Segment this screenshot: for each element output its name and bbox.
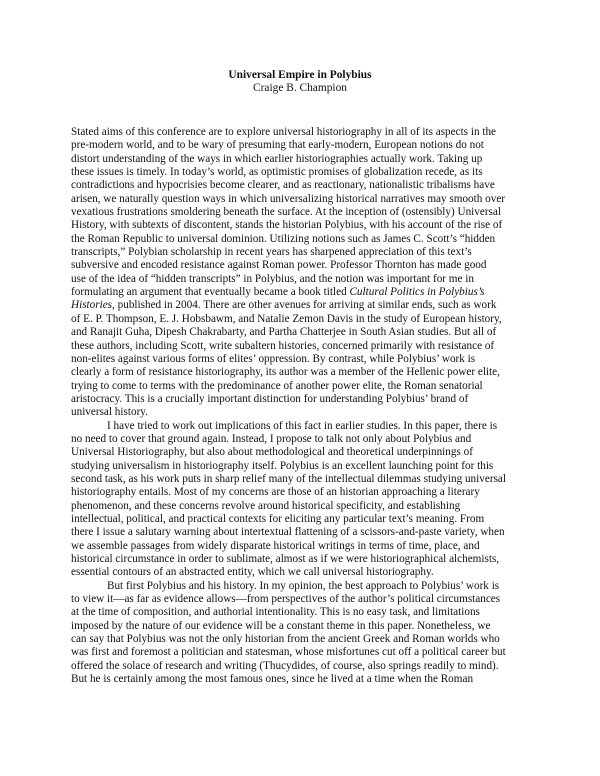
text-line: essential contours of an abstracted entity, which we call universal historiography. xyxy=(71,566,434,579)
text-line: second task, as his work puts in sharp relief many of the intellectual dilemmas studying universal xyxy=(71,472,506,485)
text-line: Stated aims of this conference are to explore universal historiography in all of its aspects in the xyxy=(71,126,496,138)
text-line: these authors, including Scott, write subaltern histories, concerned primarily with resistance of xyxy=(71,339,495,352)
text-line: historical circumstance in order to sublimate, almost as if we were historiographical alchemists, xyxy=(71,553,500,565)
paragraph-3 xyxy=(71,580,541,687)
paragraph-1 xyxy=(71,126,541,420)
text-line: Universal Historiography, but also about methodological and theoretical underpinnings of xyxy=(71,446,473,459)
text-line: pre-modern world, and to be wary of presuming that early-modern, European notions do not xyxy=(71,139,484,152)
text-line: historiography entails. Most of my concerns are those of an historian approaching a literary xyxy=(71,486,480,499)
text-line xyxy=(71,286,541,299)
text-line: was first and foremost a politician and statesman, whose misfortunes cut off a political career but xyxy=(71,646,506,659)
text-line: contradictions and hypocrisies become clearer, and as reactionary, nationalistic tribalisms have xyxy=(71,179,495,192)
text-line: History, with subtexts of discontent, stands the historian Polybius, with his account of the rise of xyxy=(71,219,503,232)
text-line: transcripts,” Polybian scholarship in recent years has sharpened appreciation of this text’s xyxy=(71,246,472,259)
text-line: arisen, we naturally question ways in which universalizing historical narratives may smooth over xyxy=(71,192,506,205)
text-line: aristocracy. This is a crucially important distinction for understanding Polybius’ brand of xyxy=(71,392,469,405)
text-line: use of the idea of “hidden transcripts” in Polybius, and the notion was important for me in xyxy=(71,272,474,285)
text-line: universal history. xyxy=(71,406,148,419)
text-line: at the time of composition, and authorial intentionality. This is no easy task, and limitations xyxy=(71,606,480,619)
text-line: we assemble passages from widely disparate historical writings in terms of time, place, and xyxy=(71,539,480,552)
text-line: intellectual, political, and practical contexts for eliciting any particular text’s meaning. From xyxy=(71,512,485,525)
text-line: I have tried to work out implications of this fact in earlier studies. In this paper, there is xyxy=(107,419,498,432)
text-line: subversive and encoded resistance against Roman power. Professor Thornton has made good xyxy=(71,259,487,272)
paragraph-2 xyxy=(71,420,541,580)
paper-body xyxy=(71,126,541,686)
text-line: clearly a form of resistance historiography, its author was a member of the Hellenic power elite, xyxy=(71,366,500,379)
text-line: But he is certainly among the most famous ones, since he lived at a time when the Roman xyxy=(71,673,474,686)
book-title: Cultural Politics in Polybius’s xyxy=(349,286,485,299)
text-line xyxy=(71,299,541,312)
text-line: distort understanding of the ways in which earlier historiographies actually work. Taking up xyxy=(71,152,483,165)
text-line: imposed by the nature of our evidence will be a constant theme in this paper. Nonetheless, we xyxy=(71,619,491,632)
paper-author: Craige B. Champion xyxy=(253,82,347,94)
book-title: Histories xyxy=(71,299,113,312)
text-line: can say that Polybius was not the only historian from the ancient Greek and Roman worlds who xyxy=(71,633,500,646)
text-line: non-elites against various forms of elites’ oppression. By contrast, while Polybius’ work is xyxy=(71,352,476,365)
text-line: and Ranajit Guha, Dipesh Chakrabarty, and Partha Chatterjee in South Asian studies. But all of xyxy=(71,326,497,339)
paper-title: Universal Empire in Polybius xyxy=(228,69,372,81)
text-line: the Roman Republic to universal dominion. Utilizing notions such as James C. Scott’s “hidden xyxy=(71,232,496,245)
text-line: But first Polybius and his history. In my opinion, the best approach to Polybius’ work is xyxy=(107,579,500,592)
text-line: offered the solace of research and writing (Thucydides, of course, also springs readily to mind). xyxy=(71,659,499,672)
text-line: phenomenon, and these concerns revolve around historical specificity, and establishing xyxy=(71,499,461,512)
text-run: formulating an argument that eventually became a book titled xyxy=(71,286,350,299)
text-line: of E. P. Thompson, E. J. Hobsbawm, and Natalie Zemon Davis in the study of European history, xyxy=(71,312,502,325)
text-line: studying universalism in historiography itself. Polybius is an excellent launching point for this xyxy=(71,459,494,472)
text-line: to view it—as far as evidence allows—from perspectives of the author’s political circumstances xyxy=(71,593,501,606)
text-line: these issues is timely. In today’s world, as optimistic promises of globalization recede, as its xyxy=(71,166,483,179)
text-line: vexatious frustrations smoldering beneath the surface. At the inception of (ostensibly) Universal xyxy=(71,206,501,219)
text-run: , published in 2004. There are other avenues for arriving at similar ends, such as work xyxy=(112,299,497,312)
text-line: there I issue a salutary warning about intertextual flattening of a scissors-and-paste variety, when xyxy=(71,526,505,539)
text-line: trying to come to terms with the predominance of another power elite, the Roman senatorial xyxy=(71,379,483,392)
text-line: no need to cover that ground again. Instead, I propose to talk not only about Polybius and xyxy=(71,432,472,445)
